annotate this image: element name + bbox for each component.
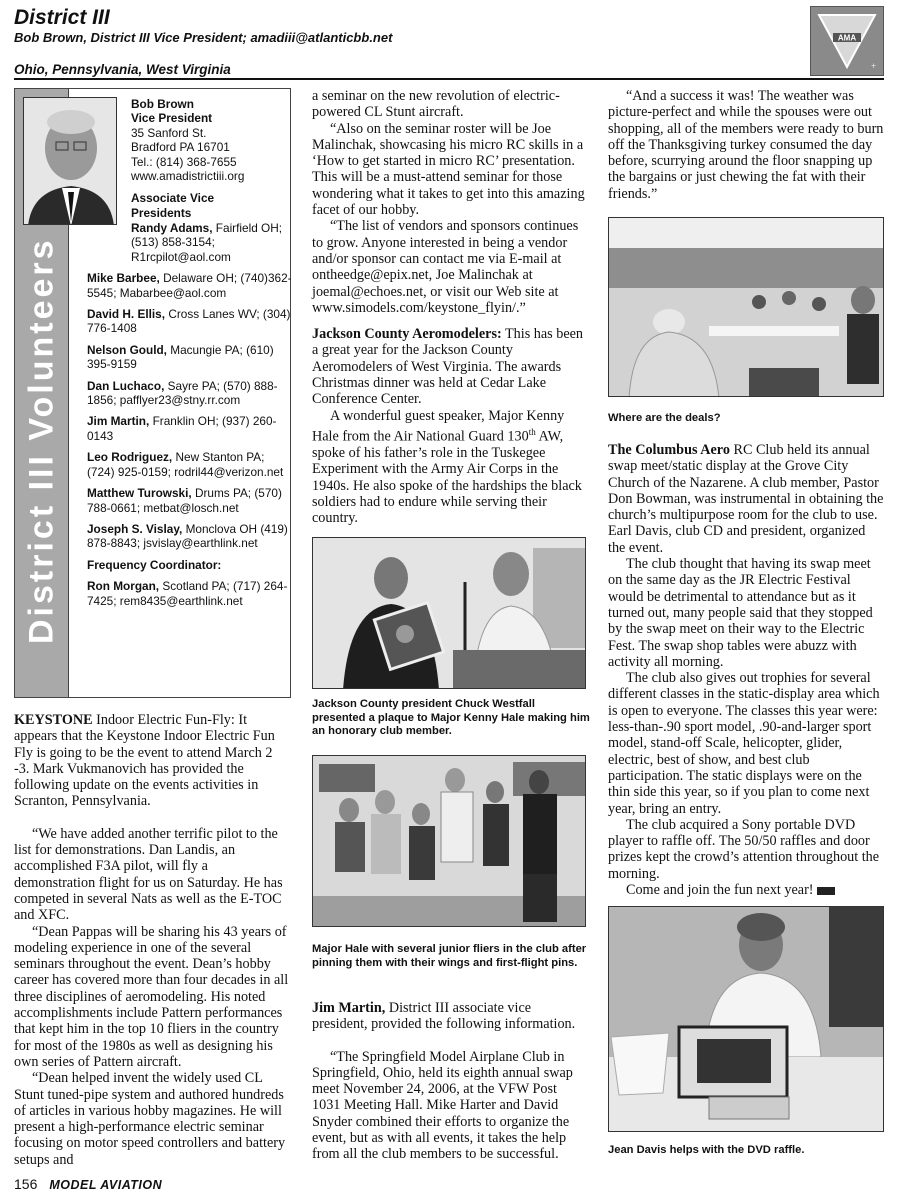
vp-role: Vice President (131, 111, 213, 126)
vp-name: Bob Brown (131, 97, 194, 111)
volunteer-details: Cross Lanes WV; (304) 776-1408 (87, 307, 291, 336)
volunteer-name: David H. Ellis, (87, 307, 166, 322)
volunteer-details: New Stanton PA; (724) 925-0159; rodril44@verizon.net (87, 450, 284, 479)
paragraph-text: AW, spoke of his father’s role in the Tuskegee Experiment with the Army Air Corps in the 1940s. He also spoke of the hardships the black soldiers had to endure while serving their country. (312, 428, 582, 527)
volunteer-details: Macungie PA; (610) 395-9159 (87, 342, 274, 372)
paragraph: “Dean helped invent the widely used CL Stunt tuned-pipe system and authored hundreds of articles in various hobby magazines. He will present a high-performance electric seminar focusing on motor speed controllers and battery setups and (14, 1070, 286, 1168)
volunteer-entry (87, 450, 292, 479)
volunteer-name: Ron Morgan, (87, 579, 160, 594)
assoc-heading-1: Associate Vice (131, 191, 215, 206)
vp-phone: Tel.: (814) 368-7655 (131, 154, 237, 169)
caption-swap-meet: Where are the deals? (608, 412, 721, 424)
assoc-heading-2: Presidents (131, 205, 192, 220)
volunteer-details: Fairfield OH; (513) 858-3154; R1rcpilot@aol.com (131, 221, 283, 264)
paragraph: “Dean Pappas will be sharing his 43 years of modeling experience in one of the several seminars throughout the event. Dean’s hobby career has covered more than four decades in all three disciplines of aeromodeling. His noted accomplishments include Pattern performances that kept him in the top 10 fliers in the country for most of the 1980s as well as designing his own series of Pattern aircraft. (14, 923, 289, 1070)
paragraph-text: A wonderful guest speaker, Major Kenny Hale from the Air National Guard 130 (312, 407, 565, 445)
column-3 (608, 88, 886, 202)
volunteer-name: Jim Martin, (87, 414, 150, 429)
keystone-lead: KEYSTONE (14, 712, 93, 728)
jackson-lead: Jackson County Aeromodelers: (312, 326, 502, 343)
magazine-name: MODEL AVIATION (49, 1178, 163, 1192)
volunteer-entry (87, 414, 292, 443)
volunteer-details: Sayre PA; (570) 888-1856; pafflyer23@stny.rr.com (87, 378, 278, 408)
jim-martin-lead: Jim Martin, (312, 1000, 386, 1016)
volunteer-entry (87, 307, 292, 336)
paragraph-text: Come and join the fun next year! (626, 882, 814, 899)
volunteer-details: Drums PA; (570) 788-0661; metbat@losch.net (87, 486, 282, 515)
svg-text:+: + (871, 61, 877, 71)
volunteer-entry (87, 522, 292, 551)
paragraph (608, 882, 886, 898)
paragraph-text: Indoor Electric Fun-Fly: It appears that the Keystone Indoor Electric Fun Fly is going to be the event to attend March 2 -3. Mark Vukmanovich has provided the following update on the events activities in Scranton, Pennsylvania. (14, 712, 275, 810)
page-title: District III (14, 6, 110, 29)
volunteer-name: Randy Adams, (131, 221, 213, 235)
superscript: th (528, 426, 536, 437)
page-subtitle: Bob Brown, District III Vice President; amadiii@atlanticbb.net (14, 30, 393, 45)
paragraph (312, 326, 588, 407)
column-2 (312, 88, 588, 526)
paragraph: a seminar on the new revolution of electric-powered CL Stunt aircraft. (312, 88, 560, 121)
caption-plaque: Jackson County president Chuck Westfall presented a plaque to Major Kenny Hale making him an honorary club member. (312, 698, 590, 738)
caption-dvd-raffle: Jean Davis helps with the DVD raffle. (608, 1144, 805, 1156)
paragraph (608, 442, 886, 556)
plaque-photo (312, 537, 586, 689)
paragraph: “Also on the seminar roster will be Joe Malinchak, showcasing his micro RC skills in a ‘How to get started in micro RC’ presentation. This will be a must-attend seminar for those wondering what it takes to get into this amazing facet of our hobby. (312, 120, 585, 219)
volunteer-name: Nelson Gould, (87, 342, 167, 357)
svg-text:AMA: AMA (837, 33, 857, 43)
volunteer-entry (87, 486, 292, 515)
volunteers-band-title: District III Volunteers (22, 237, 61, 644)
vp-address-1: 35 Sanford St. (131, 125, 207, 140)
paragraph-text: District III associate vice president, provided the following information. (312, 1000, 576, 1033)
column-2-lower (312, 1000, 588, 1163)
district-states: Ohio, Pennsylvania, West Virginia (14, 62, 231, 77)
paragraph: “The list of vendors and sponsors continues to grow. Anyone interested in being a vendor and/or sponsor can contact me via E-mail at ontheedge@epix.net, Joe Malinchak at joemal@echoes.net, or visit our Web site at www.simodels.com/keystone_flyin/.” (312, 218, 579, 316)
volunteer-name: Dan Luchaco, (87, 378, 165, 393)
paragraph (312, 408, 588, 527)
volunteer-entry (87, 379, 292, 408)
volunteer-entry (87, 579, 292, 608)
ama-end-icon (817, 887, 835, 895)
volunteer-name: Matthew Turowski, (87, 486, 192, 501)
volunteer-name: Leo Rodriguez, (87, 450, 173, 465)
volunteer-details: Franklin OH; (937) 260-0143 (87, 414, 277, 443)
volunteers-box (14, 88, 291, 698)
freq-heading: Frequency Coordinator: (87, 557, 222, 572)
vp-contact (131, 97, 331, 220)
paragraph: “We have added another terrific pilot to the list for demonstrations. Dan Landis, an accomplished F3A pilot, will fly a demonstration flight for us on Saturday. He has competed in several Nats as well as the E-TOC and XFC. (14, 825, 283, 924)
paragraph (14, 712, 290, 810)
vp-website[interactable]: www.amadistrictiii.org (131, 169, 245, 184)
paragraph: The club thought that having its swap meet on the same day as the JR Electric Festival would be detrimental to attendance but as it turned out, many people said that they stopped by the swap meet on their way to the Electric Fest. The swap shop tables were abuzz with activity all morning. (608, 556, 873, 670)
header-rule (14, 78, 884, 80)
volunteer-details: Scotland PA; (717) 264-7425; rem8435@earthlink.net (87, 579, 288, 608)
paragraph-text: This has been a great year for the Jackson County Aeromodelers of West Virginia. The awards Christmas dinner was held at Cedar Lake Conference Center. (312, 326, 584, 408)
dvd-raffle-photo (608, 906, 884, 1132)
paragraph: The club also gives out trophies for several different classes in the static-display area which is open to everyone. The classes this year were: less-than-.90 sport model, .90-and-larger sport model, stand-off Scale, helicopter, glider, electric, best of show, and best club participation. The static displays were on the thin side this year, so if you plan to come next year, bring an entry. (608, 670, 880, 817)
volunteer-details: Delaware OH; (740)362-5545; Mabarbee@aol.com (87, 271, 292, 300)
volunteer-name: Mike Barbee, (87, 271, 160, 286)
page-number: 156 (14, 1176, 38, 1192)
volunteer-entry (87, 221, 292, 264)
paragraph (312, 1000, 588, 1033)
paragraph: “The Springfield Model Airplane Club in Springfield, Ohio, held its eighth annual swap meet November 24, 2006, at the VFW Post 1031 Meeting Hall. Mike Harter and David Snyder combined their efforts to organize the event, but as with all events, it takes the help from all the club members to be successful. (312, 1048, 573, 1163)
volunteer-entry (87, 271, 292, 300)
paragraph: The club acquired a Sony portable DVD player to raffle off. The 50/50 raffles and door prizes kept the crowd’s attention throughout the morning. (608, 816, 880, 882)
column-1 (14, 712, 290, 1168)
volunteer-list (87, 221, 292, 615)
paragraph: “And a success it was! The weather was picture-perfect and while the spouses were out shopping, all of the members were ready to burn off the Thanksgiving turkey consumed the day before, scurrying around the floor snapping up the bargains or just chewing the fat with their friends.” (608, 88, 884, 202)
volunteer-details: Monclova OH (419) 878-8843; jsvislay@earthlink.net (87, 521, 288, 551)
vp-portrait (23, 97, 117, 225)
volunteer-name: Joseph S. Vislay, (87, 521, 183, 536)
columbus-lead: The Columbus Aero (608, 442, 730, 458)
swap-meet-photo (608, 217, 884, 397)
caption-junior-fliers: Major Hale with several junior fliers in the club after pinning them with their wings and first-flight pins. (312, 943, 587, 969)
junior-fliers-photo (312, 755, 586, 927)
page-footer (14, 1176, 162, 1192)
ama-district-logo (810, 6, 884, 76)
volunteer-entry (87, 343, 292, 372)
column-3-lower (608, 442, 886, 898)
paragraph-text: RC Club held its annual swap meet/static display at the Grove City Church of the Nazarene. A club member, Pastor Don Bowman, was instrumental in obtaining the church’s multipurpose room for the club to use. Earl Davis, club CD and president, organized the event. (608, 442, 884, 556)
vp-address-2: Bradford PA 16701 (131, 140, 230, 155)
